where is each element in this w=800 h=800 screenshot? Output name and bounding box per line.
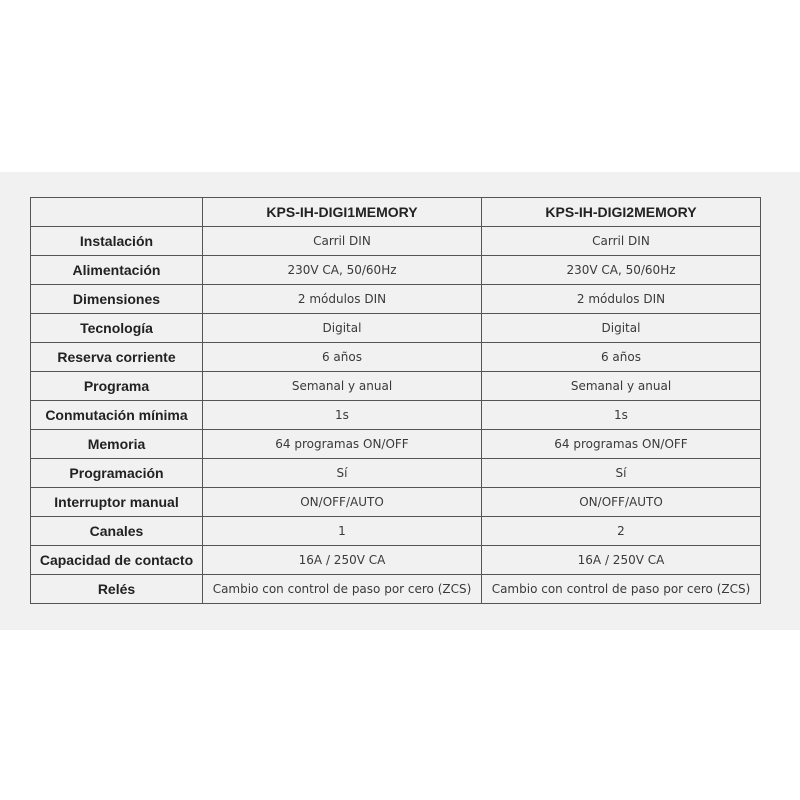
row-label: Memoria xyxy=(31,430,203,459)
table-cell: 230V CA, 50/60Hz xyxy=(203,256,482,285)
table-cell: Semanal y anual xyxy=(203,372,482,401)
table-row xyxy=(31,546,761,575)
table-cell: 1 xyxy=(203,517,482,546)
row-label: Conmutación mínima xyxy=(31,401,203,430)
header-corner-cell xyxy=(31,198,203,227)
table-cell: 2 módulos DIN xyxy=(482,285,761,314)
table-cell: Cambio con control de paso por cero (ZCS) xyxy=(482,575,761,604)
row-label: Alimentación xyxy=(31,256,203,285)
table-cell: 16A / 250V CA xyxy=(203,546,482,575)
table-cell: 1s xyxy=(482,401,761,430)
table-header-row xyxy=(31,198,761,227)
row-label: Programación xyxy=(31,459,203,488)
table-row xyxy=(31,575,761,604)
row-label: Capacidad de contacto xyxy=(31,546,203,575)
table-cell: 16A / 250V CA xyxy=(482,546,761,575)
table-row xyxy=(31,372,761,401)
table-cell: 1s xyxy=(203,401,482,430)
table-cell: 6 años xyxy=(203,343,482,372)
row-label: Dimensiones xyxy=(31,285,203,314)
table-row xyxy=(31,401,761,430)
table-cell: 64 programas ON/OFF xyxy=(203,430,482,459)
table-cell: Semanal y anual xyxy=(482,372,761,401)
table-row xyxy=(31,227,761,256)
table-cell: Carril DIN xyxy=(203,227,482,256)
table-cell: Cambio con control de paso por cero (ZCS) xyxy=(203,575,482,604)
row-label: Canales xyxy=(31,517,203,546)
table-cell: 230V CA, 50/60Hz xyxy=(482,256,761,285)
table-cell: Sí xyxy=(203,459,482,488)
table-cell: 64 programas ON/OFF xyxy=(482,430,761,459)
row-label: Programa xyxy=(31,372,203,401)
table-cell: ON/OFF/AUTO xyxy=(203,488,482,517)
table-cell: 6 años xyxy=(482,343,761,372)
table-cell: 2 xyxy=(482,517,761,546)
table-row xyxy=(31,517,761,546)
table-row xyxy=(31,430,761,459)
table-cell: Digital xyxy=(482,314,761,343)
table-row xyxy=(31,488,761,517)
row-label: Tecnología xyxy=(31,314,203,343)
column-header-digi1memory: KPS-IH-DIGI1MEMORY xyxy=(203,198,482,227)
table-row xyxy=(31,256,761,285)
table-row xyxy=(31,343,761,372)
table-row xyxy=(31,459,761,488)
table-row xyxy=(31,314,761,343)
row-label: Instalación xyxy=(31,227,203,256)
table-row xyxy=(31,285,761,314)
table-cell: 2 módulos DIN xyxy=(203,285,482,314)
column-header-digi2memory: KPS-IH-DIGI2MEMORY xyxy=(482,198,761,227)
table-cell: Carril DIN xyxy=(482,227,761,256)
table-cell: Sí xyxy=(482,459,761,488)
table-cell: Digital xyxy=(203,314,482,343)
spec-comparison-table xyxy=(30,197,761,604)
row-label: Reserva corriente xyxy=(31,343,203,372)
table-cell: ON/OFF/AUTO xyxy=(482,488,761,517)
row-label: Interruptor manual xyxy=(31,488,203,517)
row-label: Relés xyxy=(31,575,203,604)
